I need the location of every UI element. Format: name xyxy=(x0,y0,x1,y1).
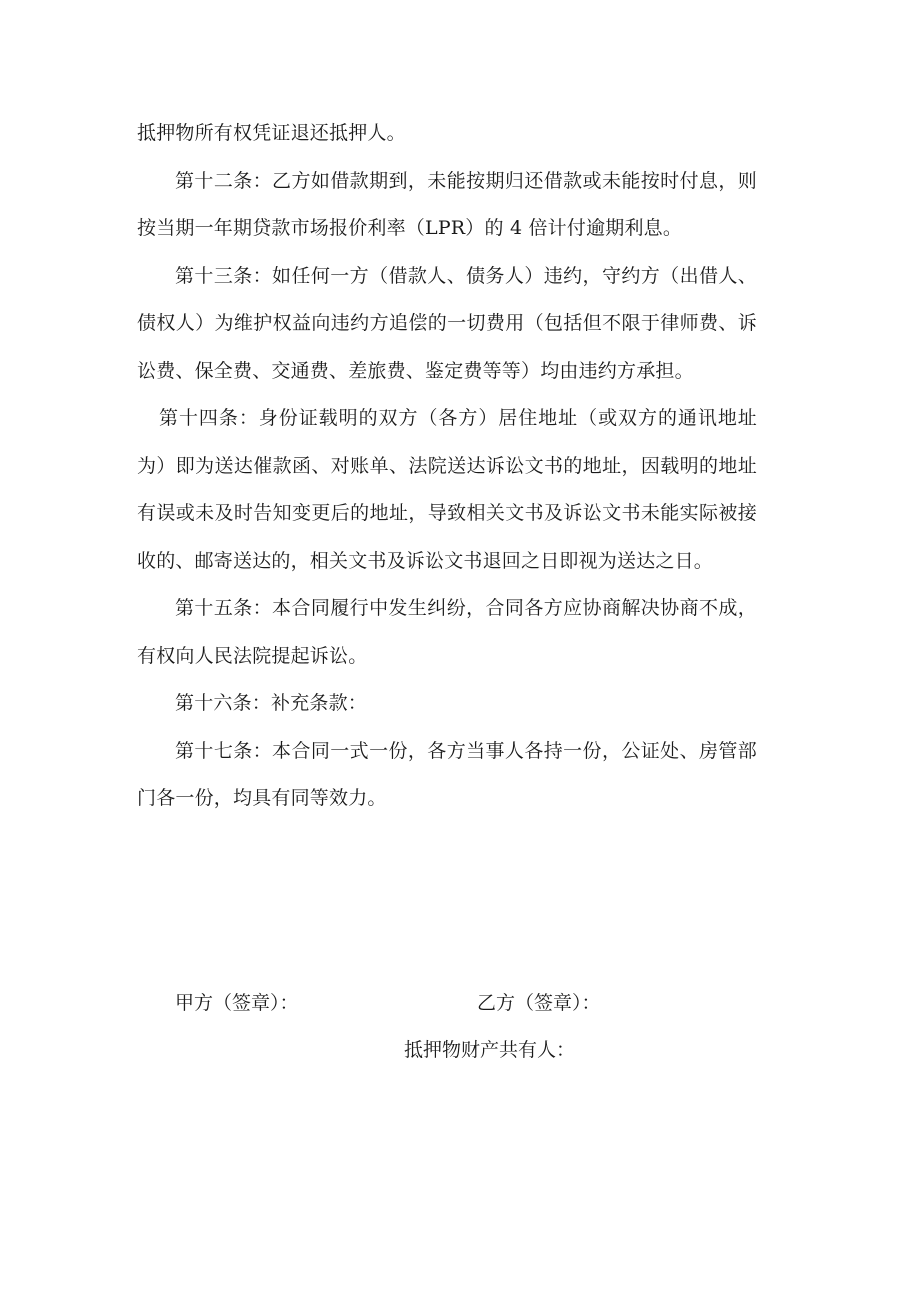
article-13: 第十三条：如任何一方（借款人、债务人）违约，守约方（出借人、债权人）为维护权益向违约方追偿的一切费用（包括但不限于律师费、诉讼费、保全费、交通费、差旅费、鉴定费等等）均由违约方承担。 xyxy=(137,264,757,382)
signature-row xyxy=(175,983,775,1023)
party-a-signature-label: 甲方（签章）： xyxy=(175,992,299,1014)
article-12: 第十二条：乙方如借款期到，未能按期归还借款或未能按时付息，则按当期一年期贷款市场报价利率（LPR）的 4 倍计付逾期利息。 xyxy=(137,169,757,239)
article-17: 第十七条：本合同一式一份，各方当事人各持一份，公证处、房管部门各一份，均具有同等效力。 xyxy=(137,739,757,809)
article-14: 第十四条：身份证载明的双方（各方）居住地址（或双方的通讯地址为）即为送达催款函、对账单、法院送达诉讼文书的地址，因载明的地址有误或未及时告知变更后的地址，导致相关文书及诉讼文书未能实际被接收的、邮寄送达的，相关文书及诉讼文书退回之日即视为送达之日。 xyxy=(137,407,757,572)
contract-body xyxy=(137,110,757,823)
party-b-signature-label: 乙方（签章）： xyxy=(477,992,601,1014)
article-15: 第十五条：本合同履行中发生纠纷，合同各方应协商解决协商不成，有权向人民法院提起诉讼。 xyxy=(137,597,757,667)
article-16: 第十六条：补充条款： xyxy=(175,692,368,714)
paragraph-continuation: 抵押物所有权凭证退还抵押人。 xyxy=(137,122,406,144)
co-owner-signature-label: 抵押物财产共有人： xyxy=(404,1039,576,1061)
